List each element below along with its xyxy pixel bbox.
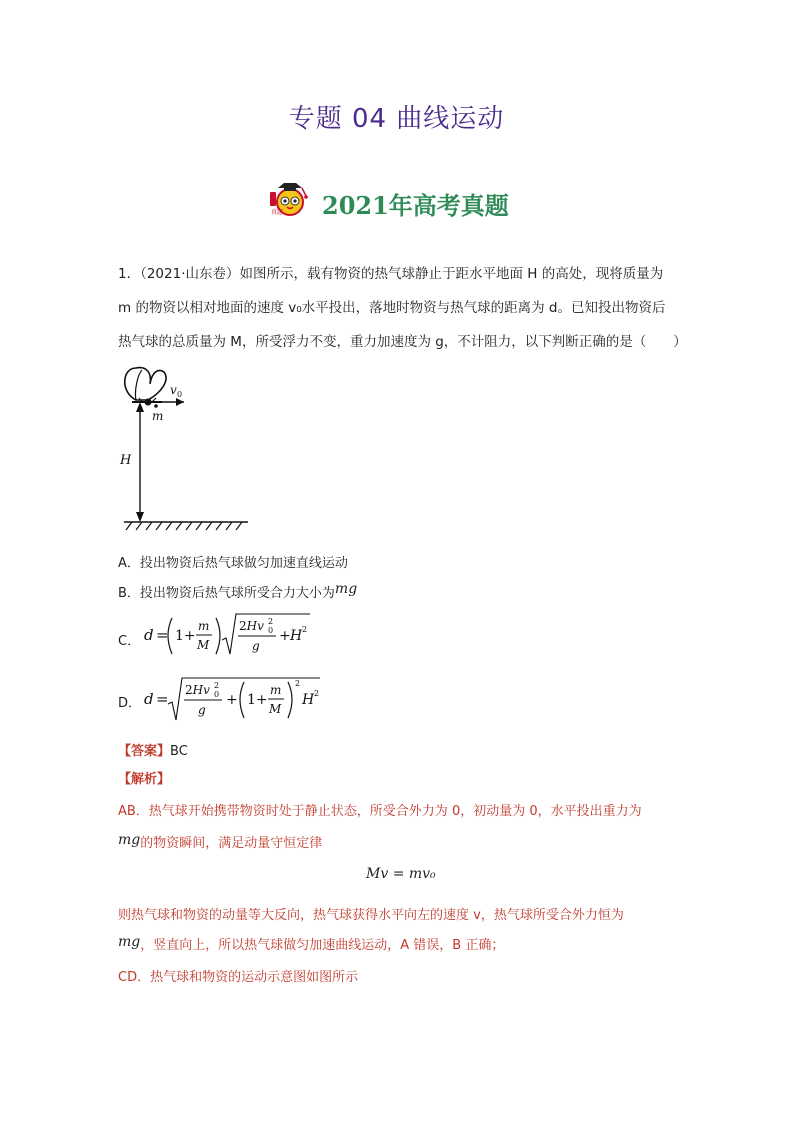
svg-text:d: d [144, 626, 154, 644]
svg-text:=: = [156, 690, 169, 708]
owl-badge-icon [268, 180, 316, 220]
svg-text:0: 0 [214, 690, 220, 699]
svg-text:2: 2 [314, 689, 320, 698]
svg-text:M: M [197, 638, 210, 652]
svg-text:2: 2 [302, 625, 308, 634]
svg-text:+: + [226, 692, 238, 708]
section-title: 2021年高考真题 [322, 191, 509, 220]
svg-text:m: m [270, 683, 282, 697]
object-dot [145, 399, 152, 406]
question-line-3: 热气球的总质量为 M，所受浮力不变，重力加速度为 g，不计阻力，以下判断正确的是（ ） [118, 334, 687, 350]
ground-hatch [126, 522, 242, 530]
question-line-1: 1．（2021·山东卷）如图所示，载有物资的热气球静止于距水平地面 H 的高处，现将质量为 [118, 266, 664, 282]
svg-text:2: 2 [295, 679, 301, 688]
svg-text:H: H [290, 628, 303, 644]
analysis-line-5: CD．热气球和物资的运动示意图如图所示 [118, 970, 359, 985]
balloon-figure [112, 362, 262, 534]
badge-text: 真题 [271, 209, 284, 216]
option-c: C． [118, 634, 141, 649]
page-title: 专题 04 曲线运动 [288, 104, 505, 134]
answer-value: BC [170, 744, 188, 759]
momentum-equation: Mv = mv₀ [366, 866, 436, 882]
velocity-label: v [170, 383, 177, 397]
svg-text:=: = [156, 626, 169, 644]
answer-line: 【答案】BC [118, 744, 188, 759]
formula-c [142, 608, 322, 662]
svg-text:m: m [198, 619, 210, 633]
analysis-heading: 【解析】 [118, 772, 171, 787]
svg-text:d: d [144, 690, 154, 708]
svg-text:g: g [198, 703, 206, 717]
analysis-line-4: mg，竖直向上，所以热气球做匀加速曲线运动，A 错误，B 正确； [118, 934, 505, 953]
svg-text:2Hv: 2Hv [239, 619, 264, 633]
svg-text:M: M [269, 702, 282, 716]
mass-label: m [152, 409, 164, 423]
svg-text:1+: 1+ [175, 628, 196, 644]
svg-text:2Hv: 2Hv [185, 683, 210, 697]
velocity-arrow-icon [176, 398, 184, 406]
balloon-envelope [125, 368, 166, 400]
svg-text:0: 0 [268, 626, 274, 635]
option-b: B．投出物资后热气球所受合力大小为mg [118, 581, 358, 601]
svg-text:2: 2 [214, 681, 220, 690]
svg-text:g: g [252, 639, 260, 653]
formula-d [142, 672, 332, 726]
question-line-2: m 的物资以相对地面的速度 v₀水平投出，落地时物资与热气球的距离为 d。已知投出物资后 [118, 300, 666, 316]
svg-text:+: + [279, 628, 291, 644]
option-a: A．投出物资后热气球做匀加速直线运动 [118, 556, 348, 571]
analysis-line-3: 则热气球和物资的动量等大反向，热气球获得水平向左的速度 v，热气球所受合外力恒为 [118, 908, 624, 923]
option-d: D． [118, 696, 142, 711]
svg-text:1+: 1+ [247, 692, 268, 708]
velocity-subscript: 0 [177, 390, 183, 399]
height-label: H [120, 453, 132, 468]
svg-text:2: 2 [268, 617, 274, 626]
analysis-line-2: mg的物资瞬间，满足动量守恒定律 [118, 832, 323, 851]
analysis-line-1: AB．热气球开始携带物资时处于静止状态，所受合外力为 0，初动量为 0，水平投出重力为 [118, 804, 642, 819]
svg-text:H: H [302, 692, 315, 708]
